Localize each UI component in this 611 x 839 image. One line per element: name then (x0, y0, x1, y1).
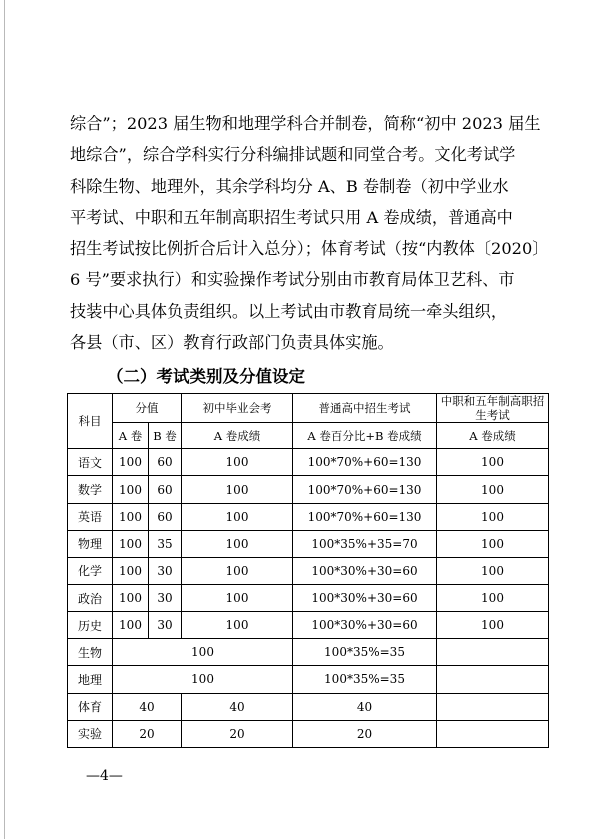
score-cell: 40 (113, 693, 182, 720)
subject-cell: 物理 (68, 530, 113, 557)
vocational-cell: 100 (437, 612, 549, 639)
score-b-cell: 60 (149, 449, 182, 476)
table-row (68, 476, 549, 503)
subject-cell: 数学 (68, 476, 113, 503)
highschool-cell: 100*70%+60=130 (293, 503, 437, 530)
highschool-cell: 100*30%+30=60 (293, 557, 437, 584)
score-a-cell: 100 (113, 612, 149, 639)
subject-cell: 体育 (68, 693, 113, 720)
paragraph-line: 各县（市、区）教育行政部门负责具体实施。 (70, 333, 394, 353)
header-subject: 科目 (68, 394, 113, 449)
table-row (68, 693, 549, 720)
highschool-cell: 100*70%+60=130 (293, 476, 437, 503)
score-b-cell: 60 (149, 476, 182, 503)
paragraph-line: 科除生物、地理外，其余学科均分 A、B 卷制卷（初中学业水 (70, 176, 509, 196)
graduation-cell: 20 (182, 720, 293, 747)
vocational-cell: 100 (437, 530, 549, 557)
body-paragraph (70, 108, 550, 358)
highschool-cell: 100*30%+30=60 (293, 612, 437, 639)
header-vocational: 中职和五年制高职招生考试 (437, 394, 549, 423)
score-b-cell: 60 (149, 503, 182, 530)
graduation-cell: 100 (182, 503, 293, 530)
header-vocational-sub: A 卷成绩 (437, 423, 549, 449)
graduation-cell: 100 (182, 476, 293, 503)
vocational-cell: 100 (437, 585, 549, 612)
header-score: 分值 (113, 394, 182, 423)
subject-cell: 语文 (68, 449, 113, 476)
paragraph-line: 地综合”，综合学科实行分科编排试题和同堂合考。文化考试学 (70, 145, 516, 165)
subject-cell: 化学 (68, 557, 113, 584)
graduation-cell: 100 (182, 449, 293, 476)
score-a-cell: 100 (113, 530, 149, 557)
paragraph-line: 招生考试按比例折合后计入总分）；体育考试（按“内教体〔2020〕 (70, 239, 549, 259)
header-highschool: 普通高中招生考试 (293, 394, 437, 423)
highschool-cell: 100*30%+30=60 (293, 585, 437, 612)
subject-cell: 政治 (68, 585, 113, 612)
header-score-b: B 卷 (149, 423, 182, 449)
vocational-cell: 100 (437, 503, 549, 530)
table-row (68, 530, 549, 557)
score-a-cell: 100 (113, 585, 149, 612)
vocational-cell: 100 (437, 476, 549, 503)
score-cell: 20 (113, 720, 182, 747)
graduation-cell: 40 (182, 693, 293, 720)
score-a-cell: 100 (113, 449, 149, 476)
table-header-row (68, 394, 549, 423)
subject-cell: 地理 (68, 666, 113, 693)
score-cell: 100 (113, 666, 293, 693)
subject-cell: 英语 (68, 503, 113, 530)
table-row (68, 639, 549, 666)
score-b-cell: 30 (149, 585, 182, 612)
table-subheader-row (68, 423, 549, 449)
paragraph-line: 6 号”要求执行）和实验操作考试分别由市教育局体卫艺科、市 (70, 270, 515, 290)
highschool-cell: 20 (293, 720, 437, 747)
page-number: —4— (86, 768, 123, 784)
page-edge-line (4, 0, 5, 839)
graduation-cell: 100 (182, 530, 293, 557)
header-highschool-sub: A 卷百分比+B 卷成绩 (293, 423, 437, 449)
table-row (68, 612, 549, 639)
highschool-cell: 100*70%+60=130 (293, 449, 437, 476)
highschool-cell: 40 (293, 693, 437, 720)
header-graduation-sub: A 卷成绩 (182, 423, 293, 449)
table-row (68, 720, 549, 747)
vocational-cell (437, 693, 549, 720)
subject-cell: 实验 (68, 720, 113, 747)
paragraph-line: 综合”；2023 届生物和地理学科合并制卷，简称“初中 2023 届生 (70, 114, 541, 133)
score-cell: 100 (113, 639, 293, 666)
table-row (68, 666, 549, 693)
score-a-cell: 100 (113, 557, 149, 584)
graduation-cell: 100 (182, 612, 293, 639)
table-row (68, 449, 549, 476)
vocational-cell: 100 (437, 449, 549, 476)
paragraph-line: 平考试、中职和五年制高职招生考试只用 A 卷成绩，普通高中 (70, 207, 513, 227)
score-b-cell: 30 (149, 612, 182, 639)
highschool-cell: 100*35%=35 (293, 666, 437, 693)
score-a-cell: 100 (113, 503, 149, 530)
vocational-cell: 100 (437, 557, 549, 584)
highschool-cell: 100*35%=35 (293, 639, 437, 666)
subject-cell: 历史 (68, 612, 113, 639)
score-b-cell: 35 (149, 530, 182, 557)
table-row (68, 503, 549, 530)
header-score-a: A 卷 (113, 423, 149, 449)
score-b-cell: 30 (149, 557, 182, 584)
paragraph-line: 技装中心具体负责组织。以上考试由市教育局统一牵头组织， (70, 301, 508, 321)
vocational-cell (437, 720, 549, 747)
highschool-cell: 100*35%+35=70 (293, 530, 437, 557)
graduation-cell: 100 (182, 585, 293, 612)
vocational-cell (437, 666, 549, 693)
table-row (68, 557, 549, 584)
header-graduation: 初中毕业会考 (182, 394, 293, 423)
subject-cell: 生物 (68, 639, 113, 666)
graduation-cell: 100 (182, 557, 293, 584)
section-heading: （二）考试类别及分值设定 (107, 367, 305, 386)
score-table (67, 393, 549, 748)
vocational-cell (437, 639, 549, 666)
table-row (68, 585, 549, 612)
score-a-cell: 100 (113, 476, 149, 503)
